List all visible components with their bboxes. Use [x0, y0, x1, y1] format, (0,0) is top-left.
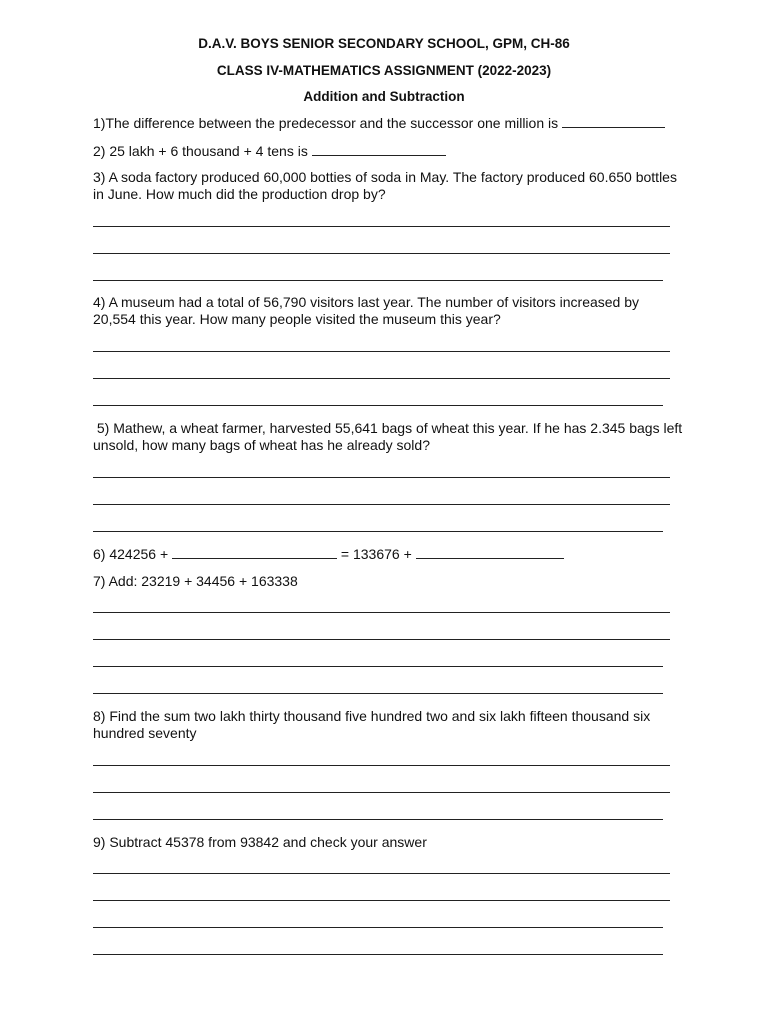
- answer-line[interactable]: [93, 612, 670, 613]
- answer-line[interactable]: [93, 351, 670, 352]
- question-7-text: 7) Add: 23219 + 34456 + 163338: [93, 573, 298, 589]
- answer-line[interactable]: [93, 873, 670, 874]
- question-4-text: 4) A museum had a total of 56,790 visitors last year. The number of visitors increased by 20,554 this year. How many people visited the museum this year?: [93, 294, 640, 327]
- question-8-text: 8) Find the sum two lakh thirty thousand five hundred two and six lakh fifteen thousand six hundred seventy: [93, 708, 651, 741]
- question-1: [93, 115, 693, 132]
- answer-line[interactable]: [93, 954, 663, 955]
- question-6-answer-blank-2[interactable]: [416, 546, 564, 559]
- answer-line[interactable]: [93, 792, 670, 793]
- question-1-text: 1)The difference between the predecessor and the successor one million is: [93, 115, 559, 131]
- answer-line[interactable]: [93, 900, 670, 901]
- answer-line[interactable]: [93, 226, 670, 227]
- answer-line[interactable]: [93, 693, 663, 694]
- answer-line[interactable]: [93, 253, 670, 254]
- question-5-text: [93, 420, 683, 454]
- question-2: [93, 143, 683, 160]
- answer-line[interactable]: [93, 504, 670, 505]
- topic-title: Addition and Subtraction: [303, 89, 465, 104]
- question-6-part-1: 6) 424256 +: [93, 546, 169, 562]
- question-2-text: 2) 25 lakh + 6 thousand + 4 tens is: [93, 143, 308, 159]
- question-2-answer-blank[interactable]: [312, 143, 446, 156]
- answer-line[interactable]: [93, 531, 663, 532]
- question-5-body: 5) Mathew, a wheat farmer, harvested 55,641 bags of wheat this year. If he has 2.345 bags left unsold, how many bags of wheat has he already sold?: [93, 420, 683, 453]
- answer-line[interactable]: [93, 765, 670, 766]
- answer-line[interactable]: [93, 819, 663, 820]
- answer-line[interactable]: [93, 378, 670, 379]
- question-1-answer-blank[interactable]: [562, 115, 665, 128]
- question-6: [93, 546, 683, 563]
- answer-line[interactable]: [93, 280, 663, 281]
- answer-line[interactable]: [93, 639, 670, 640]
- answer-line[interactable]: [93, 405, 663, 406]
- question-9-text: 9) Subtract 45378 from 93842 and check your answer: [93, 834, 427, 850]
- answer-line[interactable]: [93, 666, 663, 667]
- question-6-answer-blank-1[interactable]: [172, 546, 337, 559]
- assignment-title: CLASS IV-MATHEMATICS ASSIGNMENT (2022-2023): [216, 63, 552, 78]
- answer-line[interactable]: [93, 927, 663, 928]
- answer-line[interactable]: [93, 477, 670, 478]
- school-name: D.A.V. BOYS SENIOR SECONDARY SCHOOL, GPM, CH-86: [198, 36, 570, 51]
- question-3-text: 3) A soda factory produced 60,000 botties of soda in May. The factory produced 60.650 bottles in June. How much did the production drop by?: [93, 169, 677, 202]
- question-6-part-2: = 133676 +: [340, 546, 412, 562]
